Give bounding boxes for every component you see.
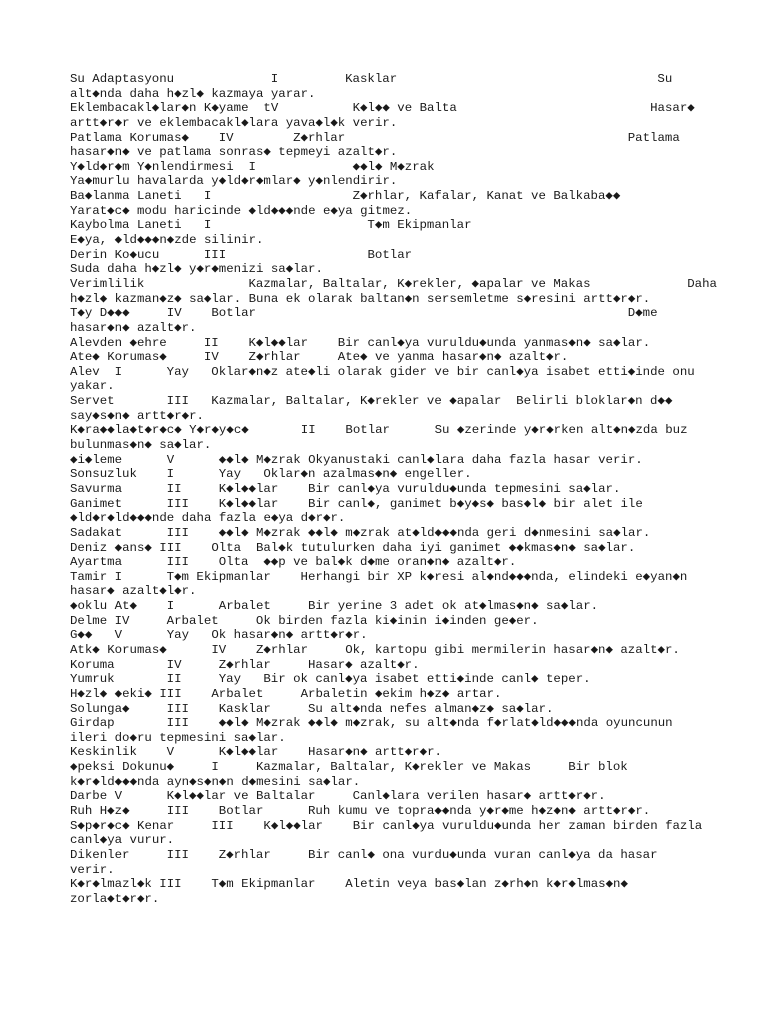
- text-line: H◆zl◆ ◆eki◆ III Arbalet Arbaletin ◆ekim h◆z◆ artar.: [70, 686, 502, 701]
- text-line: S◆p◆r◆c◆ Kenar III K◆l◆◆lar Bir canl◆ya vuruldu◆unda her zaman birden fazla: [70, 818, 703, 833]
- text-line: Dikenler III Z◆rhlar Bir canl◆ ona vurdu◆unda vuran canl◆ya da hasar: [70, 847, 658, 862]
- text-line: Yumruk II Yay Bir ok canl◆ya isabet etti◆inde canl◆ teper.: [70, 672, 591, 687]
- text-line: T◆y D◆◆◆ IV Botlar D◆me: [70, 306, 658, 321]
- text-line: Y◆ld◆r◆m Y◆nlendirmesi I ◆◆l◆ M◆zrak: [70, 159, 435, 174]
- text-line: hasar◆ azalt◆l◆r.: [70, 584, 197, 599]
- text-line: ◆i◆leme V ◆◆l◆ M◆zrak Okyanustaki canl◆lara daha fazla hasar verir.: [70, 452, 643, 467]
- text-line: Ba◆lanma Laneti I Z◆rhlar, Kafalar, Kanat ve Balkaba◆◆: [70, 189, 621, 204]
- text-line: Tamir I T◆m Ekipmanlar Herhangi bir XP k◆resi al◆nd◆◆◆nda, elindeki e◆yan◆n: [70, 569, 688, 584]
- text-line: zorla◆t◆r◆r.: [70, 891, 160, 906]
- text-line: hasar◆n◆ ve patlama sonras◆ tepmeyi azalt◆r.: [70, 145, 398, 160]
- text-line: Atk◆ Korumas◆ IV Z◆rhlar Ok, kartopu gibi mermilerin hasar◆n◆ azalt◆r.: [70, 642, 680, 657]
- text-line: Servet III Kazmalar, Baltalar, K◆rekler ve ◆apalar Belirli bloklar◆n d◆◆: [70, 394, 673, 409]
- text-line: Derin Ko◆ucu III Botlar: [70, 247, 413, 262]
- text-line: K◆ra◆◆la◆t◆r◆c◆ Y◆r◆y◆c◆ II Botlar Su ◆zerinde y◆r◆rken alt◆n◆zda buz: [70, 423, 688, 438]
- text-line: ◆oklu At◆ I Arbalet Bir yerine 3 adet ok at◆lmas◆n◆ sa◆lar.: [70, 599, 599, 614]
- text-line: Deniz ◆ans◆ III Olta Bal◆k tutulurken daha iyi ganimet ◆◆kmas◆n◆ sa◆lar.: [70, 540, 636, 555]
- text-line: Darbe V K◆l◆◆lar ve Baltalar Canl◆lara verilen hasar◆ artt◆r◆r.: [70, 789, 606, 804]
- text-line: verir.: [70, 862, 115, 877]
- text-line: hasar◆n◆ azalt◆r.: [70, 320, 197, 335]
- text-line: G◆◆ V Yay Ok hasar◆n◆ artt◆r◆r.: [70, 628, 368, 643]
- text-line: h◆zl◆ kazman◆z◆ sa◆lar. Buna ek olarak baltan◆n sersemletme s◆resini artt◆r◆r.: [70, 291, 651, 306]
- text-line: say◆s◆n◆ artt◆r◆r.: [70, 408, 204, 423]
- text-line: Savurma II K◆l◆◆lar Bir canl◆ya vuruldu◆unda tepmesini sa◆lar.: [70, 481, 621, 496]
- text-line: Delme IV Arbalet Ok birden fazla ki◆inin i◆inden ge◆er.: [70, 613, 539, 628]
- text-line: artt◆r◆r ve eklembacakl◆lara yava◆l◆k verir.: [70, 115, 398, 130]
- text-line: Ganimet III K◆l◆◆lar Bir canl◆, ganimet b◆y◆s◆ bas◆l◆ bir alet ile: [70, 496, 643, 511]
- text-line: k◆r◆ld◆◆◆nda ayn◆s◆n◆n d◆mesini sa◆lar.: [70, 774, 361, 789]
- text-line: Yarat◆c◆ modu haricinde ◆ld◆◆◆nde e◆ya gitmez.: [70, 203, 413, 218]
- text-line: Suda daha h◆zl◆ y◆r◆menizi sa◆lar.: [70, 262, 323, 277]
- text-line: Patlama Korumas◆ IV Z◆rhlar Patlama: [70, 130, 680, 145]
- text-line: Solunga◆ III Kasklar Su alt◆nda nefes alman◆z◆ sa◆lar.: [70, 701, 554, 716]
- text-line: Koruma IV Z◆rhlar Hasar◆ azalt◆r.: [70, 657, 420, 672]
- text-line: Ate◆ Korumas◆ IV Z◆rhlar Ate◆ ve yanma hasar◆n◆ azalt◆r.: [70, 350, 569, 365]
- text-line: Ya◆murlu havalarda y◆ld◆r◆mlar◆ y◆nlendirir.: [70, 174, 398, 189]
- text-line: ileri do◆ru tepmesini sa◆lar.: [70, 730, 286, 745]
- text-line: Girdap III ◆◆l◆ M◆zrak ◆◆l◆ m◆zrak, su alt◆nda f◆rlat◆ld◆◆◆nda oyuncunun: [70, 716, 673, 731]
- text-line: Alev I Yay Oklar◆n◆z ate◆li olarak gider ve bir canl◆ya isabet etti◆inde onu: [70, 364, 695, 379]
- text-line: Sadakat III ◆◆l◆ M◆zrak ◆◆l◆ m◆zrak at◆ld◆◆◆nda geri d◆nmesini sa◆lar.: [70, 525, 651, 540]
- text-line: Keskinlik V K◆l◆◆lar Hasar◆n◆ artt◆r◆r.: [70, 745, 442, 760]
- text-line: Su Adaptasyonu I Kasklar Su: [70, 72, 673, 86]
- text-line: yakar.: [70, 379, 115, 394]
- text-line: alt◆nda daha h◆zl◆ kazmaya yarar.: [70, 86, 316, 101]
- text-line: Alevden ◆ehre II K◆l◆◆lar Bir canl◆ya vuruldu◆unda yanmas◆n◆ sa◆lar.: [70, 335, 651, 350]
- text-line: Verimlilik Kazmalar, Baltalar, K◆rekler, ◆apalar ve Makas Daha: [70, 276, 717, 291]
- text-line: ◆ld◆r◆ld◆◆◆nde daha fazla e◆ya d◆r◆r.: [70, 511, 346, 526]
- text-line: K◆r◆lmazl◆k III T◆m Ekipmanlar Aletin veya bas◆lan z◆rh◆n k◆r◆lmas◆n◆: [70, 877, 628, 892]
- text-line: Eklembacakl◆lar◆n K◆yame tV K◆l◆◆ ve Balta Hasar◆: [70, 101, 695, 116]
- document-body: [70, 72, 717, 907]
- text-line: Ayartma III Olta ◆◆p ve bal◆k d◆me oran◆n◆ azalt◆r.: [70, 555, 517, 570]
- text-line: E◆ya, ◆ld◆◆◆n◆zde silinir.: [70, 233, 264, 248]
- text-line: Kaybolma Laneti I T◆m Ekipmanlar: [70, 218, 472, 233]
- text-line: ◆peksi Dokunu◆ I Kazmalar, Baltalar, K◆rekler ve Makas Bir blok: [70, 760, 628, 775]
- text-line: bulunmas◆n◆ sa◆lar.: [70, 438, 212, 453]
- text-line: Ruh H◆z◆ III Botlar Ruh kumu ve topra◆◆nda y◆r◆me h◆z◆n◆ artt◆r◆r.: [70, 804, 651, 819]
- text-line: canl◆ya vurur.: [70, 833, 175, 848]
- text-line: Sonsuzluk I Yay Oklar◆n azalmas◆n◆ engeller.: [70, 467, 472, 482]
